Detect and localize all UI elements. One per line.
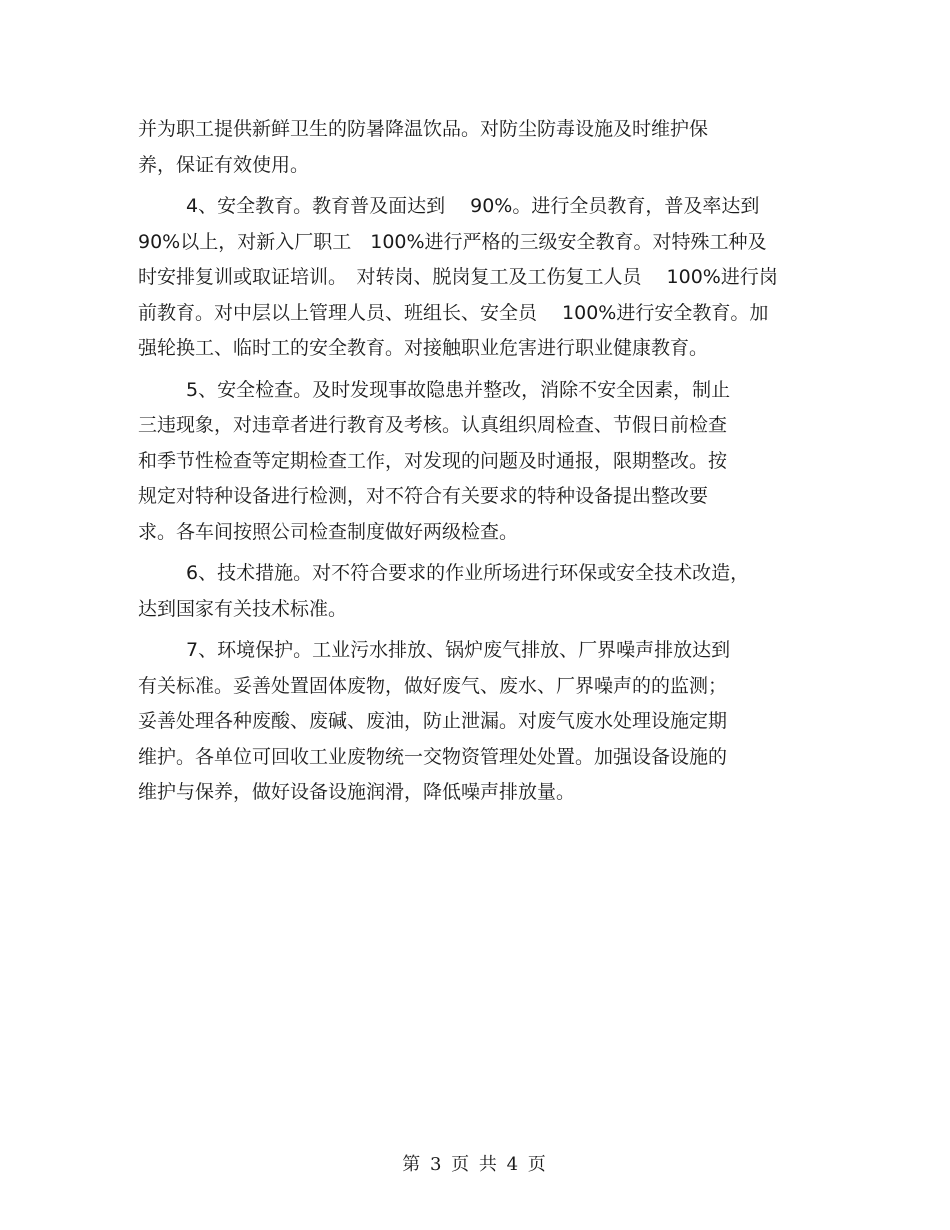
text-line: 三违现象，对违章者进行教育及考核。认真组织周检查、节假日前检查 — [138, 414, 728, 436]
text-line: 6、技术措施。对不符合要求的作业所场进行环保或安全技术改造， — [186, 562, 750, 584]
text-line: 规定对特种设备进行检测，对不符合有关要求的特种设备提出整改要 — [138, 485, 709, 507]
text-line: 90%以上，对新入厂职工 100%进行严格的三级安全教育。对特殊工种及 — [138, 230, 767, 253]
page-number: 第 3 页 共 4 页 — [402, 1154, 548, 1175]
text-line: 前教育。对中层以上管理人员、班组长、安全员 100%进行安全教育。加 — [138, 301, 769, 324]
text-line: 和季节性检查等定期检查工作，对发现的问题及时通报，限期整改。按 — [138, 449, 728, 472]
text-line: 并为职工提供新鲜卫生的防暑降温饮品。对防尘防毒设施及时维护保 — [138, 118, 709, 140]
text-line: 维护与保养，做好设备设施润滑，降低噪声排放量。 — [138, 781, 576, 803]
body-text — [138, 112, 818, 811]
text-line: 强轮换工、临时工的安全教育。对接触职业危害进行职业健康教育。 — [138, 337, 709, 359]
text-line: 求。各车间按照公司检查制度做好两级检查。 — [138, 520, 519, 543]
text-line: 妥善处理各种废酸、废碱、废油，防止泄漏。对废气废水处理设施定期 — [138, 710, 728, 732]
text-line: 5、安全检查。及时发现事故隐患并整改，消除不安全因素，制止 — [186, 378, 731, 401]
text-line: 养，保证有效使用。 — [138, 153, 310, 176]
text-line: 达到国家有关技术标准。 — [138, 597, 348, 620]
text-line: 维护。各单位可回收工业废物统一交物资管理处处置。加强设备设施的 — [138, 745, 728, 768]
text-line: 7、环境保护。工业污水排放、锅炉废气排放、厂界噪声排放达到 — [186, 639, 731, 661]
text-line: 时安排复训或取证培训。 对转岗、脱岗复工及工伤复工人员 100%进行岗 — [138, 266, 778, 288]
text-line: 有关标准。妥善处置固体废物，做好废气、废水、厂界噪声的的监测； — [138, 674, 728, 697]
text-line: 4、安全教育。教育普及面达到 90%。进行全员教育，普及率达到 — [186, 195, 760, 217]
